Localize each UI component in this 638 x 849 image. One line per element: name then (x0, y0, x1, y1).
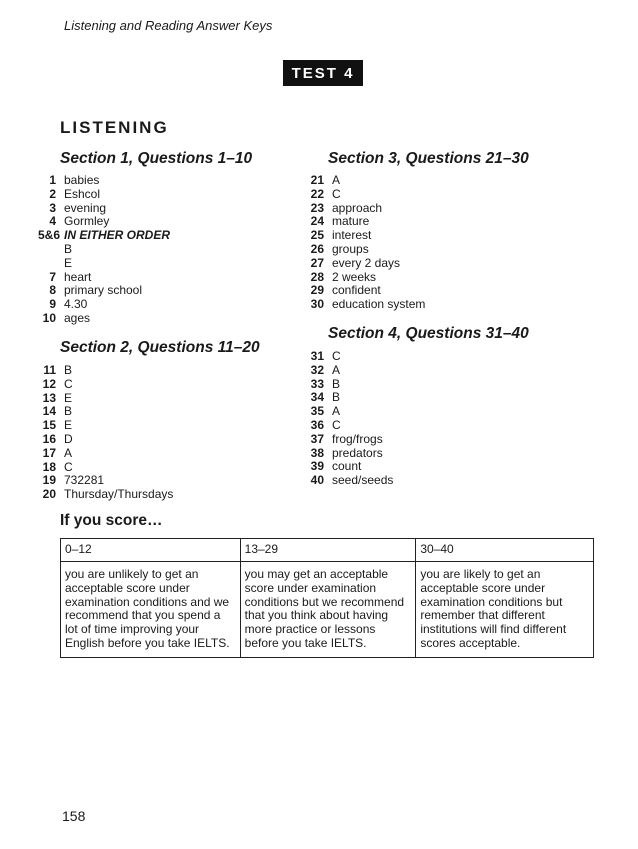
question-number: 5&6 (38, 228, 61, 243)
answer-text: frog/frogs (332, 431, 383, 446)
answer-text: E (64, 255, 73, 270)
score-range-cell: 0–12 (61, 539, 241, 562)
answer-text: B (332, 376, 341, 391)
answer-text: babies (64, 173, 100, 187)
answer-text: primary school (64, 283, 143, 298)
answer-row (306, 474, 393, 488)
section-2-answers (38, 364, 173, 502)
score-advice-cell: you are likely to get an acceptable score under examination conditions but remember that different institutions will find different scores acceptable. (416, 562, 594, 658)
section-2-title: Section 2, Questions 11–20 (60, 339, 260, 356)
answer-row (38, 298, 170, 312)
answer-row (306, 350, 393, 364)
answer-text: C (64, 376, 73, 391)
question-number: 39 (310, 459, 324, 474)
answer-text: A (332, 404, 341, 419)
answer-text: B (332, 390, 341, 405)
question-number: 4 (49, 214, 56, 229)
answer-row (306, 284, 425, 298)
section-1-answers (38, 174, 170, 326)
answer-row (306, 405, 393, 419)
question-number: 20 (42, 487, 56, 502)
answer-text: seed/seeds (332, 473, 394, 488)
answer-row (38, 284, 170, 298)
answer-row (38, 202, 170, 216)
question-number: 7 (49, 269, 56, 284)
question-number: 15 (42, 418, 56, 433)
answer-row (38, 433, 173, 447)
answer-text: IN EITHER ORDER (64, 228, 171, 243)
section-4-answers (306, 350, 393, 488)
question-number: 17 (42, 445, 56, 460)
question-number: 11 (43, 363, 56, 377)
answer-row (38, 461, 173, 475)
question-number: 26 (310, 241, 324, 256)
answer-text: A (332, 362, 341, 377)
question-number: 30 (310, 297, 324, 312)
answer-row (38, 488, 173, 502)
question-number: 12 (42, 376, 56, 391)
answer-text: B (64, 241, 73, 256)
question-number: 19 (42, 473, 56, 488)
answer-text: B (64, 363, 73, 377)
answer-text: every 2 days (332, 255, 401, 270)
answer-row (306, 460, 393, 474)
answer-text: 732281 (64, 473, 105, 488)
question-number: 31 (310, 349, 324, 363)
running-header: Listening and Reading Answer Keys (64, 18, 273, 33)
answer-text: C (332, 417, 341, 432)
answer-text: approach (332, 200, 383, 215)
answer-row (38, 405, 173, 419)
score-range-cell: 30–40 (416, 539, 594, 562)
answer-row (306, 447, 393, 461)
answer-row (38, 174, 170, 188)
question-number: 1 (49, 173, 56, 187)
answer-text: predators (332, 445, 383, 460)
question-number: 34 (310, 390, 324, 405)
answer-row (38, 364, 173, 378)
section-1-title: Section 1, Questions 1–10 (60, 150, 253, 167)
answer-row (306, 419, 393, 433)
answer-text: E (64, 390, 73, 405)
section-3-title: Section 3, Questions 21–30 (328, 150, 529, 167)
question-number: 38 (310, 445, 324, 460)
answer-row (38, 215, 170, 229)
question-number: 23 (310, 200, 324, 215)
question-number: 32 (310, 362, 324, 377)
question-number: 25 (310, 228, 324, 243)
question-number: 22 (310, 186, 324, 201)
answer-row (306, 391, 393, 405)
answer-text: 4.30 (64, 297, 88, 312)
answer-text: Thursday/Thursdays (64, 487, 174, 502)
answer-row (306, 174, 425, 188)
question-number: 29 (310, 283, 324, 298)
answer-row (38, 229, 170, 243)
answer-text: C (64, 459, 73, 474)
answer-text: heart (64, 269, 92, 284)
answer-row (38, 271, 170, 285)
answer-text: groups (332, 241, 369, 256)
answer-text: 2 weeks (332, 269, 377, 284)
question-number: 9 (49, 297, 56, 312)
answer-row (306, 257, 425, 271)
question-number: 3 (49, 200, 56, 215)
question-number: 2 (49, 186, 56, 201)
answer-text: D (64, 431, 73, 446)
answer-text: education system (332, 297, 426, 312)
score-title: If you score… (60, 512, 163, 529)
question-number: 10 (42, 310, 56, 325)
answer-row (38, 312, 170, 326)
test-badge: TEST 4 (283, 60, 363, 86)
answer-row (306, 378, 393, 392)
question-number: 24 (310, 214, 324, 229)
score-advice-cell: you are unlikely to get an acceptable score under examination conditions and we recommend that you spend a lot of time improving your English before you take IELTS. (61, 562, 241, 658)
question-number: 33 (310, 376, 324, 391)
question-number: 8 (49, 283, 56, 298)
question-number: 37 (310, 431, 324, 446)
answer-row (38, 392, 173, 406)
answer-row (306, 188, 425, 202)
answer-row (38, 474, 173, 488)
answer-text: mature (332, 214, 370, 229)
answer-text: interest (332, 228, 372, 243)
answer-row (306, 243, 425, 257)
answer-text: Gormley (64, 214, 110, 229)
answer-row (38, 447, 173, 461)
answer-text: ages (64, 310, 91, 325)
question-number: 21 (310, 173, 324, 187)
answer-row (38, 378, 173, 392)
answer-text: B (64, 404, 73, 419)
question-number: 13 (42, 390, 56, 405)
answer-text: count (332, 459, 362, 474)
question-number: 18 (42, 459, 56, 474)
answer-text: C (332, 186, 341, 201)
answer-row (38, 257, 170, 271)
answer-row (306, 298, 425, 312)
question-number (38, 243, 64, 257)
question-number: 40 (310, 473, 324, 488)
question-number: 35 (310, 404, 324, 419)
section-3-answers (306, 174, 425, 312)
answer-text: A (64, 445, 73, 460)
answer-row (306, 271, 425, 285)
answer-text: E (64, 418, 73, 433)
answer-row (306, 229, 425, 243)
answer-row (306, 364, 393, 378)
answer-text: C (332, 349, 341, 363)
answer-row (306, 433, 393, 447)
answer-row (38, 419, 173, 433)
answer-text: confident (332, 283, 381, 298)
answer-row (38, 243, 170, 257)
section-4-title: Section 4, Questions 31–40 (328, 325, 529, 342)
question-number: 16 (42, 431, 56, 446)
question-number: 14 (42, 404, 56, 419)
score-range-cell: 13–29 (240, 539, 416, 562)
listening-title: LISTENING (60, 118, 169, 137)
question-number: 36 (310, 417, 324, 432)
question-number: 27 (310, 255, 324, 270)
question-number (38, 257, 64, 271)
answer-text: Eshcol (64, 186, 101, 201)
answer-text: evening (64, 200, 107, 215)
page-number: 158 (62, 808, 86, 824)
answer-row (38, 188, 170, 202)
question-number: 28 (310, 269, 324, 284)
answer-text: A (332, 173, 341, 187)
answer-row (306, 202, 425, 216)
score-table (60, 538, 594, 658)
answer-row (306, 215, 425, 229)
score-advice-cell: you may get an acceptable score under examination conditions but we recommend that you think about having more practice or lessons before you take IELTS. (240, 562, 416, 658)
